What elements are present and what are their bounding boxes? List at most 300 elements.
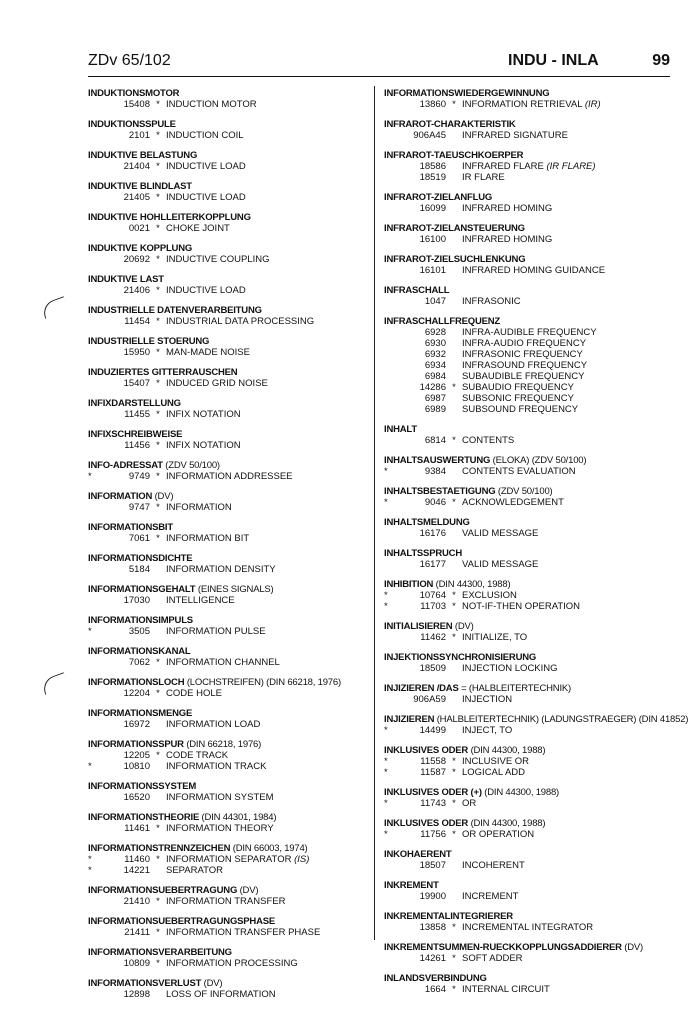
entry-term xyxy=(88,677,373,688)
line-translation xyxy=(462,497,669,508)
entry-term xyxy=(384,316,669,327)
entry-term-word: INFORMATION xyxy=(88,491,153,502)
translation-text: INFORMATION DENSITY xyxy=(166,564,276,575)
line-star xyxy=(446,172,462,183)
line-number: 16176 xyxy=(419,528,446,539)
line-marker xyxy=(384,382,402,393)
line-number: 21411 xyxy=(124,927,150,938)
line-star: * xyxy=(452,984,456,995)
line-number: 14499 xyxy=(419,725,446,736)
line-star xyxy=(446,234,462,245)
entry-term xyxy=(384,192,669,203)
entry-term-word: INFORMATIONSDICHTE xyxy=(88,553,193,564)
translation-text: INJECTION xyxy=(462,694,513,705)
dictionary-entry xyxy=(384,285,669,307)
entry-term xyxy=(88,916,373,927)
line-number: 12204 xyxy=(123,688,150,699)
line-marker xyxy=(384,632,402,643)
translation-line xyxy=(384,265,669,276)
line-translation xyxy=(166,471,373,482)
translation-text: INFRASONIC xyxy=(462,296,521,307)
line-star: * xyxy=(452,829,456,840)
translation-line xyxy=(384,161,669,172)
translation-line xyxy=(88,865,373,876)
translation-text: INFORMATION ADDRESSEE xyxy=(166,471,293,482)
index-range: INDU - INLA xyxy=(508,52,599,69)
line-translation xyxy=(166,440,373,451)
line-marker: * xyxy=(384,756,388,767)
line-marker xyxy=(384,663,402,674)
translation-line xyxy=(384,984,669,995)
line-star: * xyxy=(452,99,456,110)
translation-line xyxy=(88,533,373,544)
dictionary-entry xyxy=(384,223,669,245)
dictionary-entry xyxy=(88,812,373,834)
translation-text: CONTENTS EVALUATION xyxy=(462,466,576,477)
entry-term-word: INITIALISIEREN xyxy=(384,621,453,632)
entry-term-note: (DIN 44300, 1988) xyxy=(484,787,560,798)
line-star xyxy=(446,338,462,349)
line-number: 10764 xyxy=(419,590,446,601)
translation-line xyxy=(384,393,669,404)
translation-line xyxy=(88,161,373,172)
dictionary-entry xyxy=(88,978,373,1000)
line-number: 6934 xyxy=(424,360,446,371)
line-number: 17030 xyxy=(123,595,150,606)
translation-text: INFORMATION PROCESSING xyxy=(166,958,298,969)
line-translation xyxy=(166,192,373,203)
dictionary-entry xyxy=(88,646,373,668)
translation-text: INFORMATION TRACK xyxy=(166,761,267,772)
entry-term-word: INKREMENTSUMMEN-RUECKKOPPLUNGSADDIERER xyxy=(384,942,622,953)
line-marker xyxy=(384,234,402,245)
entry-term-note: (DV) xyxy=(454,621,474,632)
line-number: 6928 xyxy=(424,327,446,338)
translation-text: LOSS OF INFORMATION xyxy=(166,989,276,1000)
entry-term-word: INHALTSSPRUCH xyxy=(384,548,462,559)
entry-term xyxy=(88,491,373,502)
line-translation xyxy=(166,99,373,110)
entry-term xyxy=(88,367,373,378)
translation-line xyxy=(384,756,669,767)
translation-text: INFORMATION SYSTEM xyxy=(166,792,274,803)
line-marker: * xyxy=(384,829,388,840)
entry-term xyxy=(384,548,669,559)
line-marker xyxy=(88,161,106,172)
line-number: 906A59 xyxy=(413,694,446,705)
line-star: * xyxy=(156,378,160,389)
translation-text: INCREMENTAL INTEGRATOR xyxy=(462,922,594,933)
entry-term-word: INFORMATIONSTHEORIE xyxy=(88,812,200,823)
line-marker xyxy=(88,750,106,761)
entry-term-note: (ELOKA) (ZDV 50/100) xyxy=(492,455,587,466)
entry-term-word: INHALTSAUSWERTUNG xyxy=(384,455,491,466)
line-number: 1664 xyxy=(424,984,446,995)
translation-line xyxy=(384,663,669,674)
dictionary-entry xyxy=(88,88,373,110)
line-number: 10809 xyxy=(123,958,150,969)
line-translation xyxy=(166,927,373,938)
translation-line xyxy=(88,192,373,203)
entry-term xyxy=(384,787,669,798)
entry-term-word: INFORMATIONSVERLUST xyxy=(88,978,202,989)
line-number: 21405 xyxy=(123,192,150,203)
line-number: 13858 xyxy=(419,922,446,933)
line-star: * xyxy=(156,347,160,358)
line-marker xyxy=(88,347,106,358)
translation-line xyxy=(384,234,669,245)
entry-term-word: INJIZIEREN /DAS xyxy=(384,683,459,694)
translation-text: INDUCTIVE LOAD xyxy=(166,161,246,172)
translation-line xyxy=(88,854,373,865)
line-translation xyxy=(166,896,373,907)
entry-term xyxy=(88,978,373,989)
translation-text: SUBSOUND FREQUENCY xyxy=(462,404,579,415)
translation-text: SUBSONIC FREQUENCY xyxy=(462,393,574,404)
dictionary-entry xyxy=(384,683,669,705)
line-translation xyxy=(166,409,373,420)
line-translation xyxy=(166,823,373,834)
line-translation xyxy=(166,564,373,575)
line-marker: * xyxy=(384,767,388,778)
translation-line xyxy=(384,725,669,736)
line-star xyxy=(446,559,462,570)
document-code: ZDv 65/102 xyxy=(88,52,171,69)
translation-line xyxy=(88,316,373,327)
line-marker xyxy=(384,265,402,276)
entry-term-word: INJIZIEREN xyxy=(384,714,435,725)
entry-term xyxy=(88,398,373,409)
translation-text: CODE TRACK xyxy=(166,750,229,761)
entry-term xyxy=(384,285,669,296)
line-translation xyxy=(462,349,669,360)
line-marker xyxy=(88,989,106,1000)
entry-term xyxy=(88,812,373,823)
line-star xyxy=(446,404,462,415)
translation-text: INDUCTION COIL xyxy=(166,130,244,141)
entry-term-word: INFORMATIONSUEBERTRAGUNGSPHASE xyxy=(88,916,275,927)
line-marker xyxy=(384,528,402,539)
entry-term-word: INFORMATIONSMENGE xyxy=(88,708,193,719)
line-number: 10810 xyxy=(123,761,150,772)
entry-term xyxy=(384,621,669,632)
line-number: 21404 xyxy=(123,161,150,172)
entry-term xyxy=(88,305,373,316)
line-number: 7061 xyxy=(128,533,150,544)
entry-term xyxy=(88,584,373,595)
line-translation xyxy=(166,958,373,969)
entry-term xyxy=(384,818,669,829)
line-translation xyxy=(462,528,669,539)
page-header xyxy=(88,52,670,74)
entry-term xyxy=(384,424,669,435)
entry-term-word: INDUKTIVE LAST xyxy=(88,274,164,285)
dictionary-entry xyxy=(88,885,373,907)
line-translation xyxy=(462,590,669,601)
dictionary-entry xyxy=(384,424,669,446)
dictionary-entry xyxy=(384,942,669,964)
line-marker: * xyxy=(384,466,388,477)
translation-text: NOT-IF-THEN OPERATION xyxy=(462,601,581,612)
entry-term-word: INFORMATIONSSPUR xyxy=(88,739,184,750)
line-star: * xyxy=(156,657,160,668)
translation-text: INDUSTRIAL DATA PROCESSING xyxy=(166,316,315,327)
line-number: 1047 xyxy=(424,296,446,307)
dictionary-entry xyxy=(384,880,669,902)
line-star xyxy=(150,626,166,637)
translation-text: INJECT, TO xyxy=(462,725,513,736)
line-number: 15950 xyxy=(123,347,150,358)
line-marker: * xyxy=(384,725,388,736)
translation-line xyxy=(88,471,373,482)
translation-text: INITIALIZE, TO xyxy=(462,632,528,643)
entry-term-note: (DIN 66218, 1976) xyxy=(186,739,262,750)
line-translation xyxy=(462,234,669,245)
dictionary-entry xyxy=(88,181,373,203)
line-star xyxy=(150,989,166,1000)
line-translation xyxy=(166,533,373,544)
entry-term xyxy=(88,947,373,958)
line-number: 11456 xyxy=(124,440,150,451)
entry-term xyxy=(384,223,669,234)
entry-term-word: INFRAROT-CHARAKTERISTIK xyxy=(384,119,516,130)
line-marker xyxy=(88,440,106,451)
line-marker xyxy=(384,172,402,183)
translation-text: EXCLUSION xyxy=(462,590,517,601)
line-marker xyxy=(384,371,402,382)
line-number: 14261 xyxy=(419,953,446,964)
entry-term-word: INHALTSMELDUNG xyxy=(384,517,470,528)
margin-hook-mark xyxy=(40,672,69,695)
line-number: 15407 xyxy=(123,378,150,389)
translation-line xyxy=(88,896,373,907)
line-star xyxy=(446,860,462,871)
line-marker xyxy=(88,99,106,110)
line-number: 0021 xyxy=(128,223,150,234)
translation-line xyxy=(384,694,669,705)
entry-term xyxy=(88,843,373,854)
dictionary-entry xyxy=(88,429,373,451)
line-marker xyxy=(384,349,402,360)
line-number: 16099 xyxy=(419,203,446,214)
entry-term-note: (DIN 44300, 1988) xyxy=(435,579,511,590)
line-star xyxy=(446,327,462,338)
translation-line xyxy=(384,767,669,778)
line-star: * xyxy=(156,285,160,296)
translation-text: INFORMATION xyxy=(166,502,232,513)
entry-term-word: INFORMATIONSVERARBEITUNG xyxy=(88,947,232,958)
dictionary-entry xyxy=(88,781,373,803)
line-number: 6989 xyxy=(424,404,446,415)
line-translation xyxy=(462,663,669,674)
translation-line xyxy=(88,130,373,141)
line-star: * xyxy=(156,254,160,265)
translation-text: CONTENTS xyxy=(462,435,515,446)
right-column xyxy=(384,88,689,1004)
line-marker xyxy=(88,896,106,907)
line-star xyxy=(446,265,462,276)
entry-term xyxy=(88,885,373,896)
translation-line xyxy=(384,632,669,643)
entry-term-word: INFIXSCHREIBWEISE xyxy=(88,429,183,440)
translation-text: VALID MESSAGE xyxy=(462,559,539,570)
line-star xyxy=(150,761,166,772)
dictionary-entry xyxy=(384,849,669,871)
line-marker: * xyxy=(88,761,92,772)
entry-term-word: INFORMATIONSIMPULS xyxy=(88,615,193,626)
line-number: 21406 xyxy=(123,285,150,296)
translation-line xyxy=(384,891,669,902)
entry-term-word: INDUKTIVE BLINDLAST xyxy=(88,181,192,192)
dictionary-entry xyxy=(88,305,373,327)
line-translation xyxy=(166,347,373,358)
entry-term-note: (EINES SIGNALS) xyxy=(197,584,274,595)
line-star: * xyxy=(156,854,160,865)
line-translation xyxy=(166,378,373,389)
translation-line xyxy=(384,338,669,349)
dictionary-entry xyxy=(88,460,373,482)
dictionary-entry xyxy=(88,150,373,172)
translation-line xyxy=(384,203,669,214)
entry-term xyxy=(384,745,669,756)
entry-term-word: INDUKTIVE BELASTUNG xyxy=(88,150,198,161)
line-star xyxy=(446,528,462,539)
line-number: 9749 xyxy=(128,471,150,482)
translation-text: INFRARED HOMING xyxy=(462,203,553,214)
line-translation xyxy=(462,338,669,349)
line-number: 19900 xyxy=(419,891,446,902)
translation-line xyxy=(88,792,373,803)
translation-line xyxy=(88,440,373,451)
line-star xyxy=(446,203,462,214)
line-translation xyxy=(462,829,669,840)
translation-line xyxy=(384,497,669,508)
line-number: 18586 xyxy=(419,161,446,172)
entry-term xyxy=(88,781,373,792)
line-marker xyxy=(88,823,106,834)
entry-term-word: INDUZIERTES GITTERRAUSCHEN xyxy=(88,367,238,378)
dictionary-entry xyxy=(88,584,373,606)
translation-text: INDUCED GRID NOISE xyxy=(166,378,268,389)
line-translation xyxy=(166,688,373,699)
translation-text: INFRARED SIGNATURE xyxy=(462,130,568,141)
translation-text: INFIX NOTATION xyxy=(166,440,241,451)
entry-term-note: (DIN 44300, 1988) xyxy=(470,745,546,756)
entry-term-word: INFORMATIONSBIT xyxy=(88,522,173,533)
entry-term xyxy=(88,119,373,130)
translation-text: INFORMATION LOAD xyxy=(166,719,261,730)
line-number: 13860 xyxy=(419,99,446,110)
dictionary-entry xyxy=(88,843,373,876)
translation-note: (IR) xyxy=(584,99,601,110)
header-rule xyxy=(88,76,670,77)
line-star: * xyxy=(156,99,160,110)
line-marker: * xyxy=(88,471,92,482)
line-star xyxy=(446,296,462,307)
entry-term-note: (ZDV 50/100) xyxy=(497,486,553,497)
line-translation xyxy=(462,466,669,477)
line-translation xyxy=(462,130,669,141)
dictionary-entry xyxy=(384,787,669,809)
line-marker xyxy=(88,409,106,420)
dictionary-entry xyxy=(88,708,373,730)
entry-term xyxy=(88,553,373,564)
line-number: 21410 xyxy=(123,896,150,907)
line-marker xyxy=(384,338,402,349)
dictionary-entry xyxy=(384,579,669,612)
translation-line xyxy=(384,922,669,933)
translation-text: INFRA-AUDIBLE FREQUENCY xyxy=(462,327,597,338)
line-star xyxy=(446,161,462,172)
translation-text: INFORMATION PULSE xyxy=(166,626,266,637)
line-number: 11461 xyxy=(124,823,150,834)
line-number: 2101 xyxy=(128,130,150,141)
line-star xyxy=(446,130,462,141)
line-star xyxy=(446,371,462,382)
line-star: * xyxy=(156,440,160,451)
line-number: 6984 xyxy=(424,371,446,382)
entry-term-note: (DV) xyxy=(203,978,223,989)
entry-term xyxy=(384,714,689,725)
line-marker: * xyxy=(384,601,388,612)
entry-term-word: INFIXDARSTELLUNG xyxy=(88,398,181,409)
translation-text: INFORMATION BIT xyxy=(166,533,250,544)
translation-text: INCOHERENT xyxy=(462,860,525,871)
translation-text: ACKNOWLEDGEMENT xyxy=(462,497,564,508)
line-translation xyxy=(166,750,373,761)
line-number: 11462 xyxy=(420,632,446,643)
entry-term xyxy=(88,522,373,533)
translation-line xyxy=(384,798,669,809)
translation-text: INDUCTIVE LOAD xyxy=(166,192,246,203)
line-marker xyxy=(384,161,402,172)
line-translation xyxy=(462,953,669,964)
line-marker xyxy=(88,958,106,969)
translation-text: INFRARED FLARE xyxy=(462,161,544,172)
entry-term xyxy=(88,274,373,285)
translation-line xyxy=(384,829,669,840)
line-marker: * xyxy=(88,626,92,637)
line-translation xyxy=(462,767,669,778)
entry-term xyxy=(88,88,373,99)
dictionary-entry xyxy=(384,455,669,477)
line-translation xyxy=(462,99,669,110)
line-number: 11756 xyxy=(420,829,446,840)
entry-term-word: INKLUSIVES ODER xyxy=(384,745,469,756)
translation-text: INFRA-AUDIO FREQUENCY xyxy=(462,338,587,349)
translation-text: IR FLARE xyxy=(462,172,505,183)
line-number: 12898 xyxy=(123,989,150,1000)
translation-line xyxy=(384,528,669,539)
translation-text: INFORMATION TRANSFER PHASE xyxy=(166,927,321,938)
line-marker xyxy=(88,130,106,141)
dictionary-entry xyxy=(88,398,373,420)
line-marker xyxy=(88,533,106,544)
line-number: 6930 xyxy=(424,338,446,349)
translation-line xyxy=(384,360,669,371)
entry-term xyxy=(384,455,669,466)
line-translation xyxy=(166,719,373,730)
dictionary-entry xyxy=(384,973,669,995)
line-translation xyxy=(166,161,373,172)
line-marker xyxy=(88,719,106,730)
translation-line xyxy=(88,750,373,761)
line-marker xyxy=(384,860,402,871)
entry-term xyxy=(88,646,373,657)
entry-term xyxy=(384,652,669,663)
line-translation xyxy=(462,798,669,809)
translation-line xyxy=(88,761,373,772)
